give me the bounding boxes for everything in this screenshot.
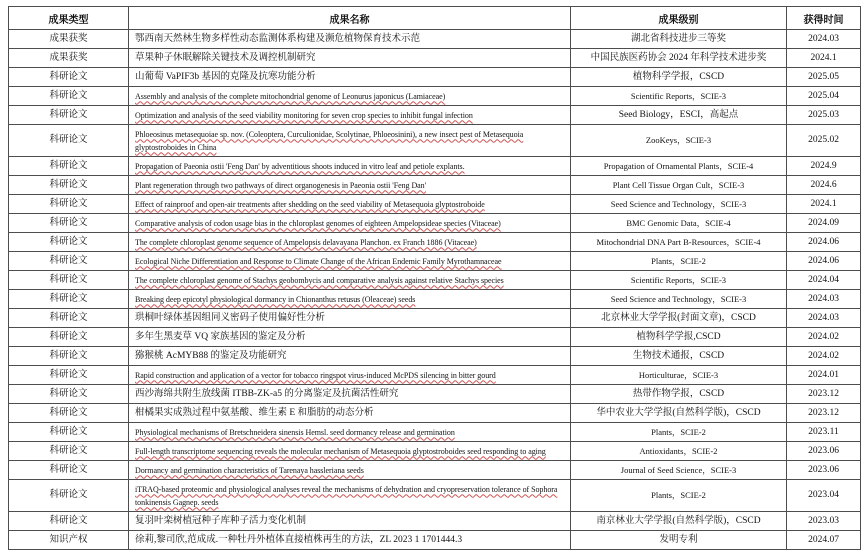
cell-type: 科研论文 — [9, 290, 129, 309]
cell-name: Ecological Niche Differentiation and Response to Climate Change of the African Endemic Family Myrothamnaceae — [129, 252, 571, 271]
cell-date: 2024.6 — [787, 176, 861, 195]
cell-date: 2024.09 — [787, 214, 861, 233]
table-row — [9, 252, 861, 271]
column-header-name: 成果名称 — [129, 7, 571, 30]
table-row — [9, 404, 861, 423]
cell-type: 科研论文 — [9, 423, 129, 442]
cell-type: 科研论文 — [9, 214, 129, 233]
cell-type: 科研论文 — [9, 512, 129, 531]
cell-type: 科研论文 — [9, 252, 129, 271]
cell-level: Seed Biology，ESCI，高起点 — [571, 106, 787, 125]
cell-type: 成果获奖 — [9, 30, 129, 49]
cell-date: 2024.07 — [787, 531, 861, 550]
table-row — [9, 87, 861, 106]
cell-date: 2024.06 — [787, 233, 861, 252]
table-row — [9, 531, 861, 550]
cell-date: 2025.05 — [787, 68, 861, 87]
cell-type: 科研论文 — [9, 404, 129, 423]
cell-level: 生物技术通报，CSCD — [571, 347, 787, 366]
cell-name: 徐莉,黎司欣,范成成.一种牡丹外植体直接植株再生的方法，ZL 2023 1 1701444.3 — [129, 531, 571, 550]
cell-level: 发明专利 — [571, 531, 787, 550]
cell-date: 2024.1 — [787, 195, 861, 214]
cell-level: 北京林业大学学报(封面文章)，CSCD — [571, 309, 787, 328]
cell-date: 2024.03 — [787, 290, 861, 309]
table-row — [9, 461, 861, 480]
table-row — [9, 271, 861, 290]
cell-level: BMC Genomic Data，SCIE-4 — [571, 214, 787, 233]
cell-level: Journal of Seed Science，SCIE-3 — [571, 461, 787, 480]
cell-name: The complete chloroplast genome of Stachys geobombycis and comparative analysis against relative Stachys species — [129, 271, 571, 290]
cell-level: ZooKeys，SCIE-3 — [571, 125, 787, 157]
cell-level: Scientific Reports，SCIE-3 — [571, 87, 787, 106]
cell-name: Breaking deep epicotyl physiological dormancy in Chionanthus retusus (Oleaceae) seeds — [129, 290, 571, 309]
table-row — [9, 157, 861, 176]
cell-name: iTRAQ-based proteomic and physiological analyses reveal the mechanisms of dehydration and cryopreservation tolerance of Sophora tonkinensis Gagnep. seeds — [129, 480, 571, 512]
cell-name: Comparative analysis of codon usage bias in the chloroplast genomes of eighteen Ampelopsideae species (Vitaceae) — [129, 214, 571, 233]
cell-name: 多年生黑麦草 VQ 家族基因的鉴定及分析 — [129, 328, 571, 347]
cell-date: 2024.03 — [787, 30, 861, 49]
table-row — [9, 366, 861, 385]
cell-date: 2024.06 — [787, 252, 861, 271]
cell-type: 科研论文 — [9, 385, 129, 404]
cell-type: 科研论文 — [9, 195, 129, 214]
cell-name: The complete chloroplast genome sequence of Ampelopsis delavayana Planchon. ex Franch 1886 (Vitaceae) — [129, 233, 571, 252]
cell-name: 西沙海绵共附生放线菌 ITBB-ZK-a5 的分离鉴定及抗菌活性研究 — [129, 385, 571, 404]
cell-date: 2025.03 — [787, 106, 861, 125]
cell-level: Seed Science and Technology，SCIE-3 — [571, 195, 787, 214]
cell-type: 科研论文 — [9, 68, 129, 87]
header-row — [9, 7, 861, 30]
table-row — [9, 480, 861, 512]
cell-name: 鄂西南天然林生物多样性动态监测体系构建及濒危植物保育技术示范 — [129, 30, 571, 49]
cell-name: Dormancy and germination characteristics of Tarenaya hassleriana seeds — [129, 461, 571, 480]
cell-date: 2023.06 — [787, 442, 861, 461]
cell-level: 南京林业大学学报(自然科学版)，CSCD — [571, 512, 787, 531]
cell-date: 2024.1 — [787, 49, 861, 68]
cell-level: 华中农业大学学报(自然科学版)，CSCD — [571, 404, 787, 423]
table-row — [9, 214, 861, 233]
cell-date: 2023.06 — [787, 461, 861, 480]
table-row — [9, 125, 861, 157]
cell-name: Physiological mechanisms of Bretschneidera sinensis Hemsl. seed dormancy release and germination — [129, 423, 571, 442]
column-header-date: 获得时间 — [787, 7, 861, 30]
cell-name: 猕猴桃 AcMYB88 的鉴定及功能研究 — [129, 347, 571, 366]
cell-date: 2023.03 — [787, 512, 861, 531]
cell-type: 科研论文 — [9, 87, 129, 106]
cell-level: 植物科学学报,CSCD — [571, 328, 787, 347]
cell-type: 科研论文 — [9, 347, 129, 366]
cell-type: 科研论文 — [9, 480, 129, 512]
cell-name: Rapid construction and application of a vector for tobacco ringspot virus-induced McPDS silencing in bitter gourd — [129, 366, 571, 385]
cell-date: 2025.02 — [787, 125, 861, 157]
cell-type: 科研论文 — [9, 442, 129, 461]
cell-name: 柑橘果实成熟过程中氨基酸、维生素 E 和脂肪的动态分析 — [129, 404, 571, 423]
cell-level: 中国民族医药协会 2024 年科学技术进步奖 — [571, 49, 787, 68]
cell-type: 科研论文 — [9, 309, 129, 328]
cell-level: Mitochondrial DNA Part B-Resources，SCIE-4 — [571, 233, 787, 252]
table-row — [9, 290, 861, 309]
cell-date: 2025.04 — [787, 87, 861, 106]
table-row — [9, 30, 861, 49]
table-header — [9, 7, 861, 30]
cell-name: 山葡萄 VaPIF3b 基因的克隆及抗寒功能分析 — [129, 68, 571, 87]
table-body — [9, 30, 861, 550]
cell-level: Antioxidants，SCIE-2 — [571, 442, 787, 461]
cell-date: 2023.12 — [787, 385, 861, 404]
table-row — [9, 328, 861, 347]
cell-type: 科研论文 — [9, 106, 129, 125]
column-header-level: 成果级别 — [571, 7, 787, 30]
cell-date: 2024.02 — [787, 328, 861, 347]
cell-date: 2024.03 — [787, 309, 861, 328]
cell-date: 2023.12 — [787, 404, 861, 423]
table-row — [9, 442, 861, 461]
cell-level: Horticulturae，SCIE-3 — [571, 366, 787, 385]
cell-date: 2024.9 — [787, 157, 861, 176]
cell-type: 科研论文 — [9, 328, 129, 347]
cell-type: 科研论文 — [9, 271, 129, 290]
cell-level: Seed Science and Technology，SCIE-3 — [571, 290, 787, 309]
cell-name: Phloeosinus metasequoiae sp. nov. (Coleoptera, Curculionidae, Scolytinae, Phloeosinini), a new insect pest of Metasequoia glyptostroboides in China — [129, 125, 571, 157]
cell-type: 成果获奖 — [9, 49, 129, 68]
achievements-table — [8, 6, 861, 550]
cell-date: 2023.04 — [787, 480, 861, 512]
column-header-type: 成果类型 — [9, 7, 129, 30]
cell-date: 2023.11 — [787, 423, 861, 442]
cell-type: 科研论文 — [9, 176, 129, 195]
cell-name: Propagation of Paeonia ostii 'Feng Dan' by adventitious shoots induced in vitro leaf and petiole explants. — [129, 157, 571, 176]
table-row — [9, 68, 861, 87]
cell-name: Plant regeneration through two pathways of direct organogenesis in Paeonia ostii 'Feng Dan' — [129, 176, 571, 195]
cell-name: 草果种子休眠解除关键技术及调控机制研究 — [129, 49, 571, 68]
cell-level: 热带作物学报，CSCD — [571, 385, 787, 404]
table-row — [9, 512, 861, 531]
cell-name: 珙桐叶绿体基因组同义密码子使用偏好性分析 — [129, 309, 571, 328]
cell-type: 科研论文 — [9, 157, 129, 176]
table-row — [9, 385, 861, 404]
cell-type: 科研论文 — [9, 366, 129, 385]
cell-level: Plants，SCIE-2 — [571, 252, 787, 271]
cell-type: 科研论文 — [9, 233, 129, 252]
cell-name: Assembly and analysis of the complete mitochondrial genome of Leonurus japonicus (Lamiaceae) — [129, 87, 571, 106]
table-row — [9, 176, 861, 195]
cell-name: Effect of rainproof and open-air treatments after shedding on the seed viability of Metasequoia glyptostroboide — [129, 195, 571, 214]
cell-type: 科研论文 — [9, 461, 129, 480]
table-row — [9, 423, 861, 442]
cell-level: Scientific Reports，SCIE-3 — [571, 271, 787, 290]
cell-date: 2024.01 — [787, 366, 861, 385]
table-row — [9, 49, 861, 68]
cell-level: Plants，SCIE-2 — [571, 423, 787, 442]
cell-name: 复羽叶栾树植冠种子库种子活力变化机制 — [129, 512, 571, 531]
table-row — [9, 309, 861, 328]
table-row — [9, 195, 861, 214]
cell-level: Plants，SCIE-2 — [571, 480, 787, 512]
table-row — [9, 106, 861, 125]
cell-level: 植物科学学报，CSCD — [571, 68, 787, 87]
cell-name: Full-length transcriptome sequencing reveals the molecular mechanism of Metasequoia glyptostroboides seed responding to aging — [129, 442, 571, 461]
cell-name: Optimization and analysis of the seed viability monitoring for seven crop species to inhibit fungal infection — [129, 106, 571, 125]
cell-type: 科研论文 — [9, 125, 129, 157]
table-row — [9, 233, 861, 252]
cell-date: 2024.04 — [787, 271, 861, 290]
cell-level: Plant Cell Tissue Organ Cult，SCIE-3 — [571, 176, 787, 195]
table-row — [9, 347, 861, 366]
cell-type: 知识产权 — [9, 531, 129, 550]
cell-level: 湖北省科技进步三等奖 — [571, 30, 787, 49]
cell-date: 2024.02 — [787, 347, 861, 366]
cell-level: Propagation of Ornamental Plants，SCIE-4 — [571, 157, 787, 176]
